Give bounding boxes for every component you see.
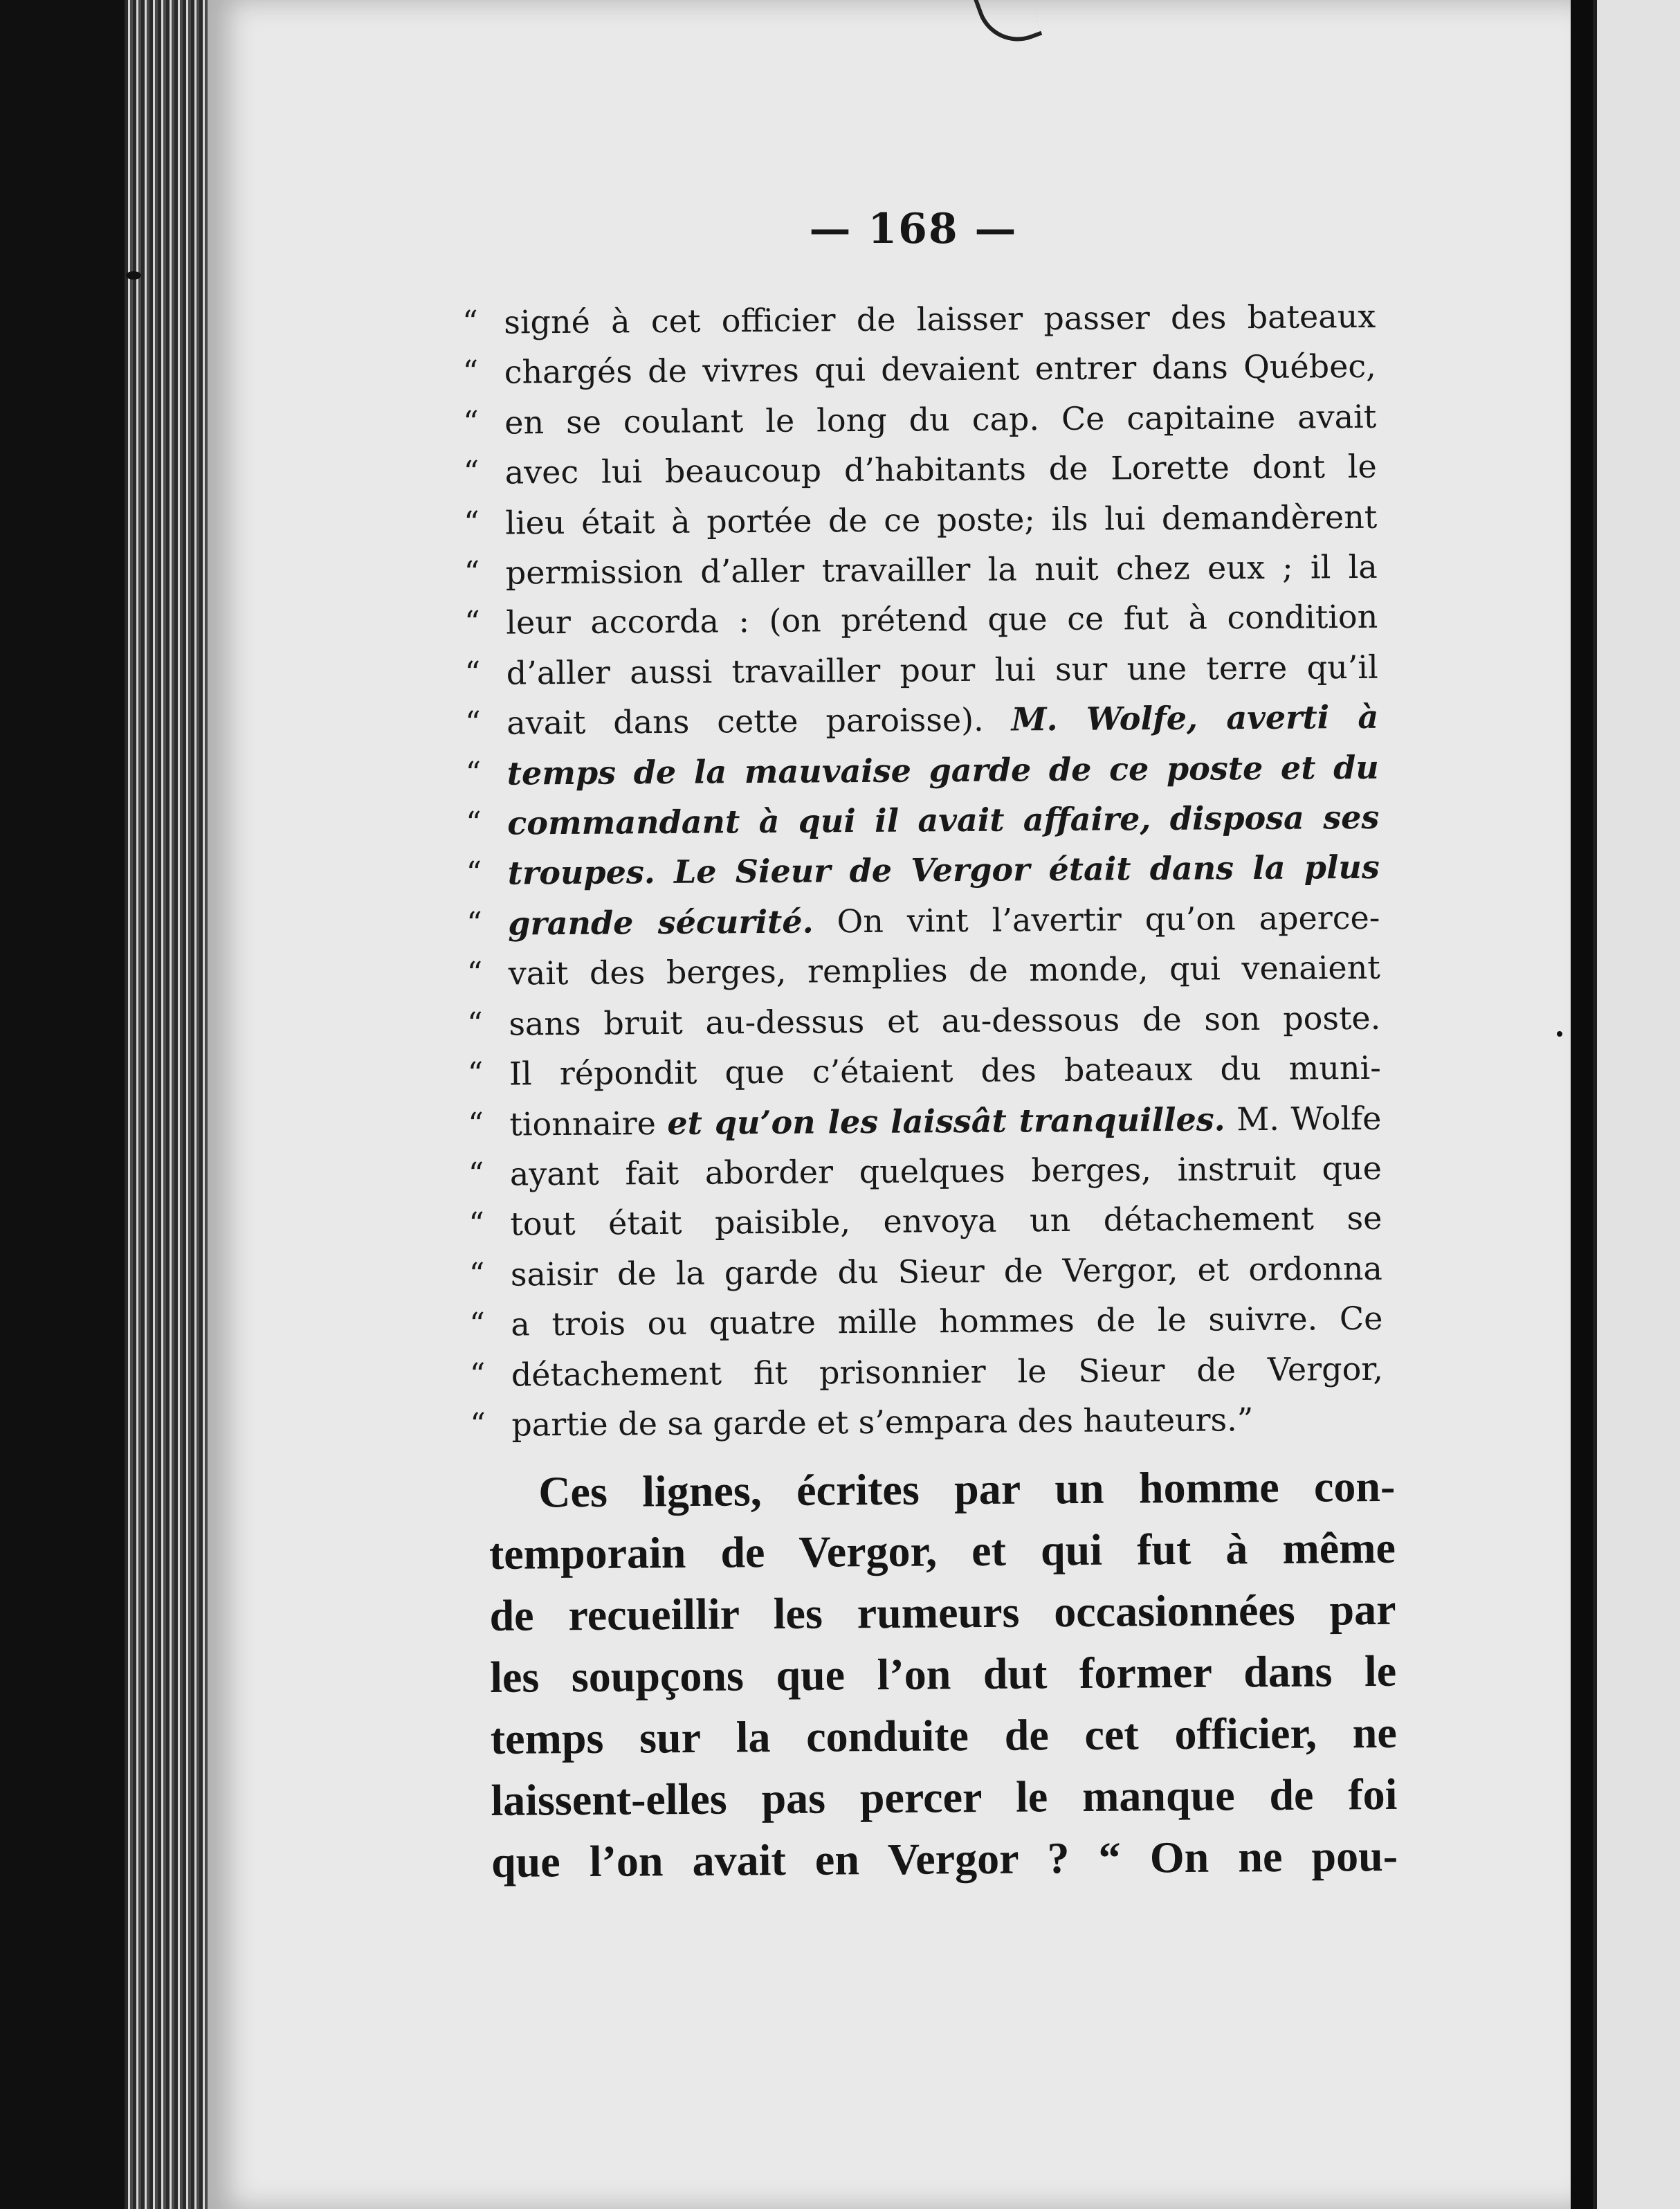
quote-line-text — [509, 1093, 1381, 1149]
quotation-mark: “ — [466, 905, 482, 941]
quote-line-text — [505, 491, 1377, 547]
page-gutter — [1571, 0, 1593, 2209]
italic-text: commandant à qui il avait affaire, disposa ses — [507, 798, 1380, 842]
quote-line — [468, 1193, 1382, 1250]
quote-line — [466, 893, 1380, 949]
roman-text: tout était paisible, envoya un détachement se — [510, 1199, 1382, 1243]
roman-text: signé à cet officier de laisser passer des bateaux — [504, 297, 1376, 341]
quotation-mark: “ — [468, 1256, 485, 1292]
italic-text: et qu’on les laissât tranquilles. — [667, 1100, 1225, 1142]
quotation-mark: “ — [467, 1055, 484, 1092]
roman-text: On vint l’avertir qu’on aperce- — [813, 898, 1380, 940]
quote-line — [466, 842, 1380, 899]
quotation-mark: “ — [466, 855, 482, 891]
roman-text: a trois ou quatre mille hommes de le suivre. Ce — [511, 1299, 1383, 1343]
roman-text: ayant fait aborder quelques berges, instruit que — [509, 1149, 1382, 1193]
quotation-mark: “ — [462, 354, 479, 390]
quote-line-text — [509, 1043, 1381, 1099]
quote-line-text — [510, 1193, 1382, 1249]
quotation-mark: “ — [463, 404, 479, 440]
quote-line — [464, 592, 1378, 648]
body-line: temporain de Vergor, et qui fut à même — [489, 1522, 1396, 1579]
ink-speck — [126, 271, 141, 280]
roman-text: chargés de vivres qui devaient entrer dans Québec, — [504, 347, 1376, 391]
roman-text: saisir de la garde du Sieur de Vergor, et ordonna — [510, 1249, 1383, 1293]
quote-line-text — [507, 792, 1379, 848]
quote-line — [470, 1343, 1383, 1400]
roman-text: permission d’aller travailler la nuit chez eux ; il la — [505, 547, 1378, 592]
quotation-mark: “ — [463, 455, 480, 491]
roman-text: leur accorda : (on prétend que ce fut à condition — [506, 598, 1378, 642]
quote-line — [465, 642, 1378, 699]
roman-text: lieu était à portée de ce poste; ils lui demandèrent — [505, 498, 1378, 542]
italic-text: grande sécurité. — [508, 902, 814, 943]
quote-line-text — [508, 893, 1380, 949]
quote-line-text — [506, 692, 1378, 748]
quote-line — [468, 1143, 1382, 1200]
quote-line-text — [510, 1143, 1382, 1199]
quote-line — [466, 792, 1379, 849]
quote-line-text — [504, 341, 1376, 397]
roman-text: vait des berges, remplies de monde, qui venaient — [508, 949, 1380, 992]
quote-line-text — [509, 992, 1380, 1048]
quote-line — [469, 1243, 1382, 1300]
quotation-mark: “ — [470, 1406, 486, 1442]
quote-line — [464, 442, 1377, 498]
quote-line — [467, 943, 1380, 999]
quotation-mark: “ — [467, 1006, 484, 1042]
page-number: — 168 — — [809, 205, 1018, 253]
quotation-mark: “ — [462, 304, 478, 340]
quote-line — [468, 1043, 1381, 1100]
quote-line — [463, 341, 1376, 398]
quote-line — [465, 692, 1378, 749]
quote-line-text — [504, 392, 1376, 448]
body-line: laissent-elles pas percer le manque de foi — [491, 1769, 1398, 1825]
roman-text: M. Wolfe — [1225, 1099, 1382, 1138]
roman-text: d’aller aussi travailler pour lui sur une terre qu’il — [506, 648, 1378, 692]
quotation-mark: “ — [466, 956, 483, 992]
roman-text: partie de sa garde et s’empara des hauteurs.” — [511, 1400, 1254, 1444]
roman-text: en se coulant le long du cap. Ce capitaine avait — [504, 397, 1377, 442]
quote-line — [462, 291, 1376, 348]
quotation-mark: “ — [464, 554, 480, 591]
quote-line — [468, 1093, 1381, 1149]
quote-line — [466, 742, 1379, 799]
italic-text: M. Wolfe, averti à — [1011, 698, 1379, 738]
quotation-mark: “ — [468, 1206, 485, 1242]
quotation-mark: “ — [464, 504, 480, 540]
quote-line-text — [505, 442, 1377, 498]
quote-line-text — [511, 1243, 1382, 1299]
quote-line-text — [504, 291, 1376, 347]
quote-line-text — [508, 842, 1380, 898]
quotation-mark: “ — [464, 655, 481, 691]
body-line: de recueillir les rumeurs occasionnées par — [489, 1584, 1396, 1640]
quote-line-text — [507, 742, 1379, 798]
quoted-passage — [462, 291, 1384, 1451]
roman-text: tionnaire — [509, 1104, 668, 1143]
body-line: que l’on avait en Vergor ? “ On ne pou- — [491, 1830, 1398, 1887]
roman-text: détachement fit prisonnier le Sieur de Vergor, — [511, 1349, 1384, 1394]
ink-speck — [1557, 1031, 1562, 1037]
quote-line-text — [506, 642, 1378, 698]
roman-text: sans bruit au-dessus et au-dessous de son poste. — [509, 999, 1381, 1043]
quote-line — [469, 1293, 1382, 1350]
quote-line-text — [506, 592, 1378, 648]
quote-line — [464, 491, 1377, 548]
quotation-mark: “ — [465, 755, 482, 791]
quote-line-text — [506, 542, 1378, 598]
quotation-mark: “ — [464, 605, 480, 641]
quotation-mark: “ — [466, 805, 482, 842]
opposite-page-edge — [1593, 0, 1680, 2209]
quotation-mark: “ — [468, 1156, 484, 1192]
quote-line — [464, 542, 1378, 599]
roman-text: avec lui beaucoup d’habitants de Lorette dont le — [504, 447, 1377, 491]
quotation-mark: “ — [465, 705, 481, 741]
quotation-mark: “ — [469, 1356, 486, 1392]
quote-line-text — [509, 943, 1380, 999]
quote-line — [470, 1394, 1383, 1451]
italic-text: temps de la mauvaise garde de ce poste et du — [506, 748, 1379, 792]
body-line: les soupçons que l’on dut former dans le — [489, 1646, 1397, 1702]
quote-line-text — [511, 1293, 1382, 1349]
body-line: Ces lignes, écrites par un homme con- — [538, 1461, 1396, 1517]
roman-text: avait dans cette paroisse). — [506, 700, 1012, 742]
quote-line — [463, 392, 1376, 448]
italic-text: troupes. Le Sieur de Vergor était dans la plus — [507, 848, 1380, 893]
quote-line-text — [511, 1394, 1383, 1450]
body-line: temps sur la conduite de cet officier, ne — [490, 1707, 1398, 1763]
quotation-mark: “ — [468, 1106, 484, 1142]
quotation-mark: “ — [469, 1306, 486, 1343]
roman-text: Il répondit que c’étaient des bateaux du muni- — [509, 1048, 1381, 1093]
quote-line — [467, 992, 1380, 1049]
quote-line-text — [511, 1343, 1383, 1399]
body-paragraph — [489, 1455, 1398, 1893]
